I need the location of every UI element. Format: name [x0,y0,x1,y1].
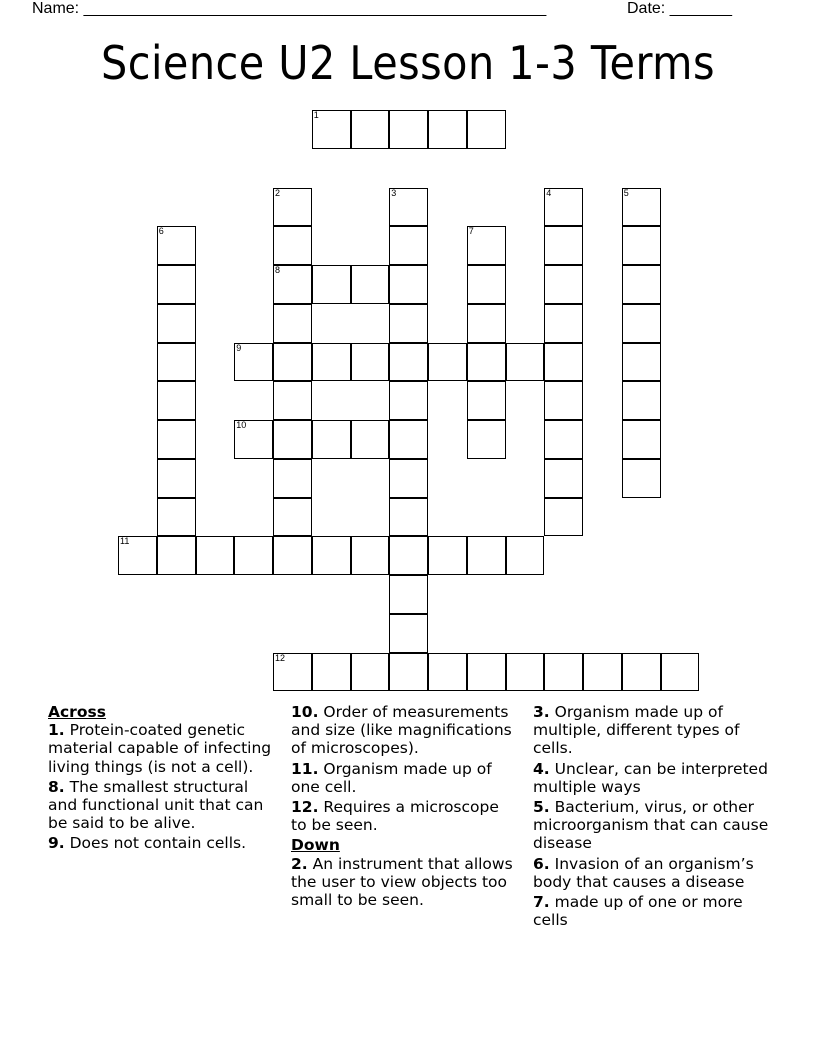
grid-cell[interactable] [467,653,506,692]
clue-down-7 [533,893,773,929]
grid-cell[interactable] [273,188,312,227]
grid-cell[interactable] [157,459,196,498]
cell-number: 4 [546,187,552,198]
clue-text: Organism made up of multiple, different types of cells. [533,703,740,758]
grid-cell[interactable] [389,381,428,420]
clue-text: Does not contain cells. [69,834,247,853]
clue-number: 1. [48,721,65,740]
grid-cell[interactable] [467,110,506,149]
clue-number: 10. [291,703,319,721]
cell-number: 11 [120,536,130,547]
grid-cell[interactable] [622,265,661,304]
grid-cell[interactable] [312,536,351,575]
clue-text: The smallest structural and functional unit that can be said to be alive. [48,777,264,833]
clue-number: 12. [291,798,319,817]
cell-number: 10 [236,420,247,430]
grid-cell[interactable] [544,343,583,382]
page-title: Science U2 Lesson 1-3 Terms [101,36,715,90]
grid-cell[interactable] [273,459,312,498]
grid-cell[interactable] [389,536,428,575]
grid-cell[interactable] [544,420,583,459]
clue-down-5 [533,798,773,853]
grid-cell[interactable] [273,536,312,575]
grid-cell[interactable] [389,614,428,653]
clue-column-1 [48,703,276,855]
grid-cell[interactable] [234,343,273,382]
grid-cell[interactable] [544,381,583,420]
name-field[interactable]: Name: ____________________________________________________ [32,0,547,17]
grid-cell[interactable] [157,536,196,575]
cell-number: 12 [275,652,286,663]
grid-cell[interactable] [506,536,545,575]
cell-number: 8 [275,265,281,275]
grid-cell[interactable] [389,226,428,265]
grid-cell[interactable] [157,498,196,537]
grid-cell[interactable] [118,536,157,575]
grid-cell[interactable] [467,304,506,343]
grid-cell[interactable] [312,653,351,692]
clue-text: made up of one or more cells [533,893,743,930]
clue-text: Protein-coated genetic material capable of infecting living things (is not a cell). [48,721,272,776]
clue-across-12 [291,798,519,834]
grid-cell[interactable] [467,343,506,382]
cell-number: 9 [236,342,242,353]
grid-cell[interactable] [351,343,390,382]
across-heading: Across [48,703,106,721]
grid-cell[interactable] [467,226,506,265]
grid-cell[interactable] [157,420,196,459]
clue-column-2 [291,703,519,911]
grid-cell[interactable] [428,536,467,575]
grid-cell[interactable] [273,226,312,265]
grid-cell[interactable] [389,304,428,343]
cell-number: 2 [275,187,281,198]
grid-cell[interactable] [234,420,273,459]
clue-number: 2. [291,854,308,873]
clue-text: Order of measurements and size (like magnifications of microscopes). [291,703,512,758]
clue-across-9 [48,834,276,852]
cell-number: 3 [391,187,397,198]
grid-cell[interactable] [389,420,428,459]
grid-cell[interactable] [389,110,428,149]
grid-cell[interactable] [622,420,661,459]
clue-column-3 [533,703,773,931]
clue-text: Requires a microscope to be seen. [291,798,499,835]
grid-cell[interactable] [351,420,390,459]
grid-cell[interactable] [273,304,312,343]
clue-number: 7. [533,893,550,912]
grid-cell[interactable] [622,381,661,420]
grid-cell[interactable] [544,459,583,498]
clue-text: An instrument that allows the user to view objects too small to be seen. [291,854,513,910]
grid-cell[interactable] [622,343,661,382]
grid-cell[interactable] [157,265,196,304]
grid-cell[interactable] [583,653,622,692]
grid-cell[interactable] [622,459,661,498]
date-field[interactable]: Date: _______ [627,0,732,17]
clue-across-8 [48,778,276,833]
clue-text: Bacterium, virus, or other microorganism that can cause disease [533,798,769,853]
clue-down-3 [533,703,773,758]
grid-cell[interactable] [273,343,312,382]
grid-cell[interactable] [234,536,273,575]
clue-text: Invasion of an organism’s body that causes a disease [533,854,754,891]
clue-number: 4. [533,759,550,778]
clue-number: 9. [48,834,65,853]
grid-cell[interactable] [389,498,428,537]
grid-cell[interactable] [312,110,351,149]
grid-cell[interactable] [312,343,351,382]
clue-number: 6. [533,854,550,873]
grid-cell[interactable] [544,188,583,227]
grid-cell[interactable] [544,265,583,304]
grid-cell[interactable] [351,653,390,692]
grid-cell[interactable] [273,653,312,692]
grid-cell[interactable] [389,575,428,614]
grid-cell[interactable] [157,304,196,343]
grid-cell[interactable] [467,265,506,304]
cell-number: 1 [313,110,319,120]
grid-cell[interactable] [196,536,235,575]
clue-text: Organism made up of one cell. [291,759,492,796]
grid-cell[interactable] [157,226,196,265]
clue-down-6 [533,855,773,891]
clue-number: 8. [48,777,65,796]
grid-cell[interactable] [351,536,390,575]
grid-cell[interactable] [273,381,312,420]
grid-cell[interactable] [157,381,196,420]
clue-text: Unclear, can be interpreted multiple ways [533,759,768,796]
clue-number: 3. [533,703,550,721]
cell-number: 5 [623,187,629,198]
grid-cell[interactable] [661,653,700,692]
grid-cell[interactable] [273,420,312,459]
clue-number: 11. [291,759,319,778]
grid-cell[interactable] [351,265,390,304]
clue-down-2 [291,855,519,910]
grid-cell[interactable] [622,304,661,343]
cell-number: 7 [468,226,474,237]
grid-cell[interactable] [544,653,583,692]
grid-cell[interactable] [428,110,467,149]
grid-cell[interactable] [389,343,428,382]
clue-across-11 [291,760,519,796]
cell-number: 6 [158,226,164,237]
grid-cell[interactable] [544,226,583,265]
clue-down-4 [533,760,773,796]
grid-cell[interactable] [622,226,661,265]
grid-cell[interactable] [389,188,428,227]
grid-cell[interactable] [351,110,390,149]
grid-cell[interactable] [273,265,312,304]
grid-cell[interactable] [506,343,545,382]
grid-cell[interactable] [157,343,196,382]
grid-cell[interactable] [622,653,661,692]
down-heading: Down [291,836,340,855]
grid-cell[interactable] [389,459,428,498]
grid-cell[interactable] [389,265,428,304]
grid-cell[interactable] [467,381,506,420]
clue-number: 5. [533,798,550,817]
clue-across-1 [48,721,276,776]
grid-cell[interactable] [428,653,467,692]
grid-cell[interactable] [544,498,583,537]
grid-cell[interactable] [389,653,428,692]
grid-cell[interactable] [312,420,351,459]
grid-cell[interactable] [622,188,661,227]
grid-cell[interactable] [544,304,583,343]
clue-across-10 [291,703,519,758]
grid-cell[interactable] [312,265,351,304]
grid-cell[interactable] [467,420,506,459]
grid-cell[interactable] [467,536,506,575]
grid-cell[interactable] [273,498,312,537]
grid-cell[interactable] [428,343,467,382]
grid-cell[interactable] [506,653,545,692]
